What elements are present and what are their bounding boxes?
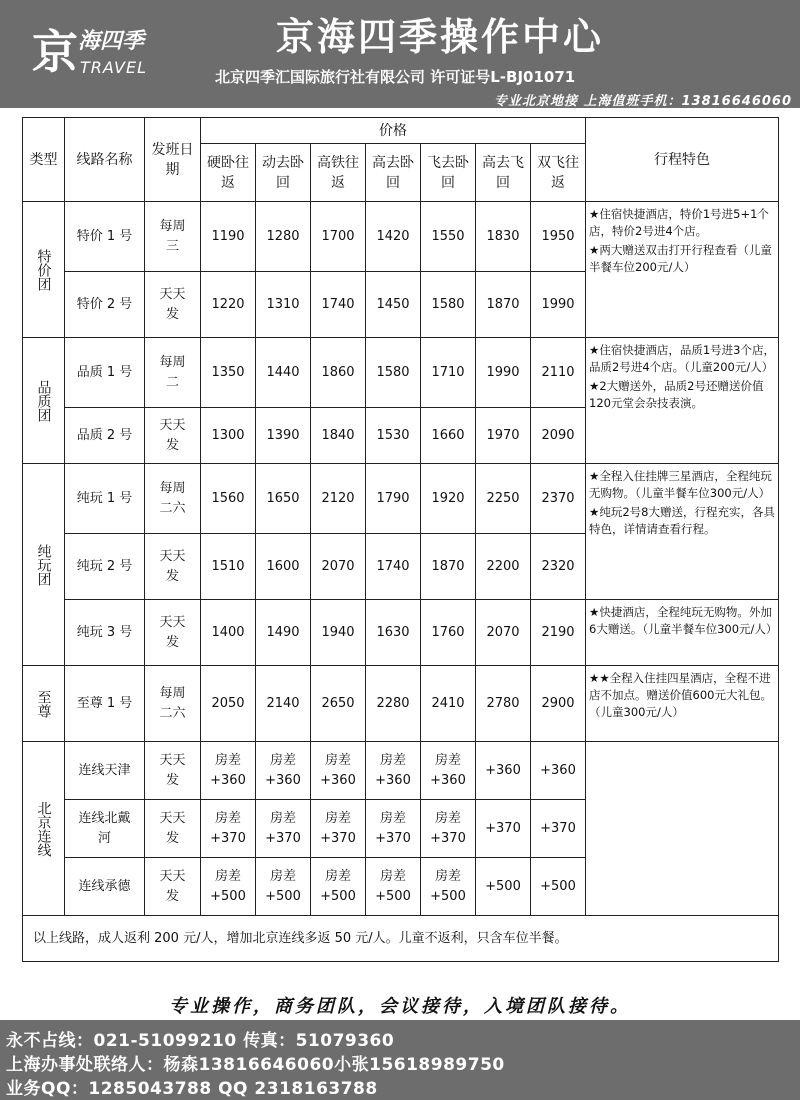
price-cell: 1400 xyxy=(201,600,256,666)
price-cell: 1870 xyxy=(421,534,476,600)
header-schedule: 发班日期 xyxy=(145,118,201,202)
price-cell: 房差+500 xyxy=(421,858,476,916)
feature-text: ★★全程入住挂四星酒店，全程不进店不加点。赠送价值600元大礼包。（儿童300元/人） xyxy=(589,671,772,719)
price-cell: +360 xyxy=(476,742,531,800)
price-cell: 房差+500 xyxy=(311,858,366,916)
price-cell: 房差+500 xyxy=(201,858,256,916)
price-cell: 1390 xyxy=(256,408,311,464)
price-cell: 1840 xyxy=(311,408,366,464)
price-cell: 1790 xyxy=(366,464,421,534)
logo-chinese: 海四季 xyxy=(78,28,145,54)
route-name: 品质 1 号 xyxy=(65,338,145,408)
price-cell: 1580 xyxy=(421,272,476,338)
route-name: 纯玩 3 号 xyxy=(65,600,145,666)
feature-text: ★两大赠送双击打开行程查看（儿童半餐车位200元/人） xyxy=(589,243,772,274)
price-cell: 1280 xyxy=(256,202,311,272)
price-cell: 1710 xyxy=(421,338,476,408)
route-name: 纯玩 1 号 xyxy=(65,464,145,534)
bottom-tagline: 专业操作，商务团队，会议接待，入境团队接待。 xyxy=(169,996,631,1017)
price-cell: 1420 xyxy=(366,202,421,272)
footer-phone: 永不占线：021-51099210 传真：51079360 xyxy=(6,1031,395,1051)
header-feature: 行程特色 xyxy=(586,118,779,202)
footer xyxy=(0,1020,800,1100)
price-cell: 2250 xyxy=(476,464,531,534)
header-route: 线路名称 xyxy=(65,118,145,202)
price-cell: +370 xyxy=(476,800,531,858)
route-features xyxy=(586,600,779,666)
price-cell: 1970 xyxy=(476,408,531,464)
route-name: 至尊 1 号 xyxy=(65,666,145,742)
price-cell: 1920 xyxy=(421,464,476,534)
table-row xyxy=(23,338,779,408)
price-cell: 房差+360 xyxy=(201,742,256,800)
price-cell: 1940 xyxy=(311,600,366,666)
price-cell: 1740 xyxy=(366,534,421,600)
logo-english: TRAVEL xyxy=(80,58,148,77)
price-cell: 1990 xyxy=(531,272,586,338)
table-row xyxy=(23,666,779,742)
company-logo xyxy=(30,14,150,82)
route-schedule: 天天发 xyxy=(145,272,201,338)
price-cell: 房差+370 xyxy=(421,800,476,858)
price-cell: 2050 xyxy=(201,666,256,742)
price-cell: 1660 xyxy=(421,408,476,464)
price-cell: 2280 xyxy=(366,666,421,742)
price-cell: 1740 xyxy=(311,272,366,338)
footer-qq: 业务QQ：1285043788 QQ 2318163788 xyxy=(6,1079,378,1099)
price-cell: 房差+360 xyxy=(421,742,476,800)
price-cell: 1490 xyxy=(256,600,311,666)
price-table xyxy=(22,117,779,962)
feature-text: ★住宿快捷酒店，品质1号进3个店，品质2号进4个店。（儿童200元/人） xyxy=(589,343,775,374)
group-type: 品质团 xyxy=(23,338,65,464)
feature-text: ★快捷酒店，全程纯玩无购物。外加6大赠送。（儿童半餐车位300元/人） xyxy=(589,605,778,636)
route-schedule: 天天发 xyxy=(145,742,201,800)
price-cell: 1700 xyxy=(311,202,366,272)
price-cell: 2190 xyxy=(531,600,586,666)
price-col-header: 高去飞回 xyxy=(476,144,531,202)
price-cell: 房差+370 xyxy=(366,800,421,858)
feature-text: ★2大赠送外，品质2号还赠送价值120元堂会杂技表演。 xyxy=(589,379,764,410)
route-name: 连线天津 xyxy=(65,742,145,800)
route-name: 品质 2 号 xyxy=(65,408,145,464)
logo-glyph: 京 xyxy=(32,25,78,79)
price-col-header: 高铁往返 xyxy=(311,144,366,202)
route-features xyxy=(586,666,779,742)
price-cell: +370 xyxy=(531,800,586,858)
price-cell: 2140 xyxy=(256,666,311,742)
price-cell: 2110 xyxy=(531,338,586,408)
price-cell: 1220 xyxy=(201,272,256,338)
price-cell: 1560 xyxy=(201,464,256,534)
feature-text: ★全程入住挂牌三星酒店，全程纯玩无购物。（儿童半餐车位300元/人） xyxy=(589,469,772,500)
route-features xyxy=(586,202,779,338)
route-features xyxy=(586,338,779,464)
price-col-header: 动去卧回 xyxy=(256,144,311,202)
route-name: 特价 1 号 xyxy=(65,202,145,272)
price-cell: 2900 xyxy=(531,666,586,742)
price-cell: 1870 xyxy=(476,272,531,338)
price-cell: 2650 xyxy=(311,666,366,742)
page-title: 京海四季操作中心 xyxy=(275,15,604,59)
route-schedule: 每周三 xyxy=(145,202,201,272)
route-features xyxy=(586,742,779,916)
table-row xyxy=(23,742,779,800)
price-cell: 1550 xyxy=(421,202,476,272)
price-cell: 1860 xyxy=(311,338,366,408)
price-cell: 1300 xyxy=(201,408,256,464)
route-name: 特价 2 号 xyxy=(65,272,145,338)
header-tagline: 专业北京地接 上海值班手机：13816646060 xyxy=(493,94,792,109)
group-type: 北京连线 xyxy=(23,742,65,916)
price-cell: 1350 xyxy=(201,338,256,408)
route-schedule: 每周二 xyxy=(145,338,201,408)
price-cell: 2200 xyxy=(476,534,531,600)
price-cell: 2120 xyxy=(311,464,366,534)
group-type: 至尊 xyxy=(23,666,65,742)
price-cell: 1190 xyxy=(201,202,256,272)
table-row xyxy=(23,464,779,534)
price-cell: 1990 xyxy=(476,338,531,408)
header-type: 类型 xyxy=(23,118,65,202)
price-cell: +360 xyxy=(531,742,586,800)
price-cell: 2370 xyxy=(531,464,586,534)
route-schedule: 每周二六 xyxy=(145,666,201,742)
feature-text: ★住宿快捷酒店，特价1号进5+1个店，特价2号进4个店。 xyxy=(589,207,769,238)
price-cell: 1950 xyxy=(531,202,586,272)
price-col-header: 高去卧回 xyxy=(366,144,421,202)
footer-contact: 上海办事处联络人：杨森13816646060小张15618989750 xyxy=(6,1055,505,1075)
feature-text: ★纯玩2号8大赠送，行程充实，各具特色，详情请查看行程。 xyxy=(589,505,775,536)
price-cell: 1530 xyxy=(366,408,421,464)
price-cell: 房差+360 xyxy=(256,742,311,800)
price-cell: 1310 xyxy=(256,272,311,338)
price-cell: 2070 xyxy=(311,534,366,600)
rebate-note: 以上线路，成人返利 200 元/人，增加北京连线多返 50 元/人。儿童不返利，只含车位半餐。 xyxy=(23,916,779,962)
header-price: 价格 xyxy=(201,118,586,144)
route-name: 纯玩 2 号 xyxy=(65,534,145,600)
price-cell: 2320 xyxy=(531,534,586,600)
company-license: 北京四季汇国际旅行社有限公司 许可证号L-BJ01071 xyxy=(215,68,576,86)
table-row xyxy=(23,202,779,272)
route-schedule: 每周二六 xyxy=(145,464,201,534)
price-cell: 房差+360 xyxy=(366,742,421,800)
price-cell: 2780 xyxy=(476,666,531,742)
route-schedule: 天天发 xyxy=(145,800,201,858)
price-col-header: 硬卧往返 xyxy=(201,144,256,202)
route-features xyxy=(586,464,779,600)
route-schedule: 天天发 xyxy=(145,600,201,666)
price-cell: 房差+370 xyxy=(201,800,256,858)
group-type: 纯玩团 xyxy=(23,464,65,666)
price-cell: 2410 xyxy=(421,666,476,742)
price-cell: 1510 xyxy=(201,534,256,600)
group-type: 特价团 xyxy=(23,202,65,338)
route-schedule: 天天发 xyxy=(145,534,201,600)
price-cell: +500 xyxy=(531,858,586,916)
price-cell: +500 xyxy=(476,858,531,916)
price-cell: 房差+500 xyxy=(366,858,421,916)
route-schedule: 天天发 xyxy=(145,408,201,464)
route-name: 连线北戴河 xyxy=(65,800,145,858)
price-cell: 1830 xyxy=(476,202,531,272)
price-col-header: 双飞往返 xyxy=(531,144,586,202)
price-cell: 1630 xyxy=(366,600,421,666)
route-schedule: 天天发 xyxy=(145,858,201,916)
price-cell: 1600 xyxy=(256,534,311,600)
price-cell: 房差+370 xyxy=(311,800,366,858)
price-cell: 房差+360 xyxy=(311,742,366,800)
price-cell: 1580 xyxy=(366,338,421,408)
price-col-header: 飞去卧回 xyxy=(421,144,476,202)
price-cell: 2070 xyxy=(476,600,531,666)
price-cell: 1650 xyxy=(256,464,311,534)
price-cell: 房差+370 xyxy=(256,800,311,858)
price-cell: 1440 xyxy=(256,338,311,408)
price-cell: 1760 xyxy=(421,600,476,666)
price-cell: 1450 xyxy=(366,272,421,338)
price-cell: 房差+500 xyxy=(256,858,311,916)
price-cell: 2090 xyxy=(531,408,586,464)
table-row xyxy=(23,600,779,666)
route-name: 连线承德 xyxy=(65,858,145,916)
header-banner xyxy=(0,0,800,108)
